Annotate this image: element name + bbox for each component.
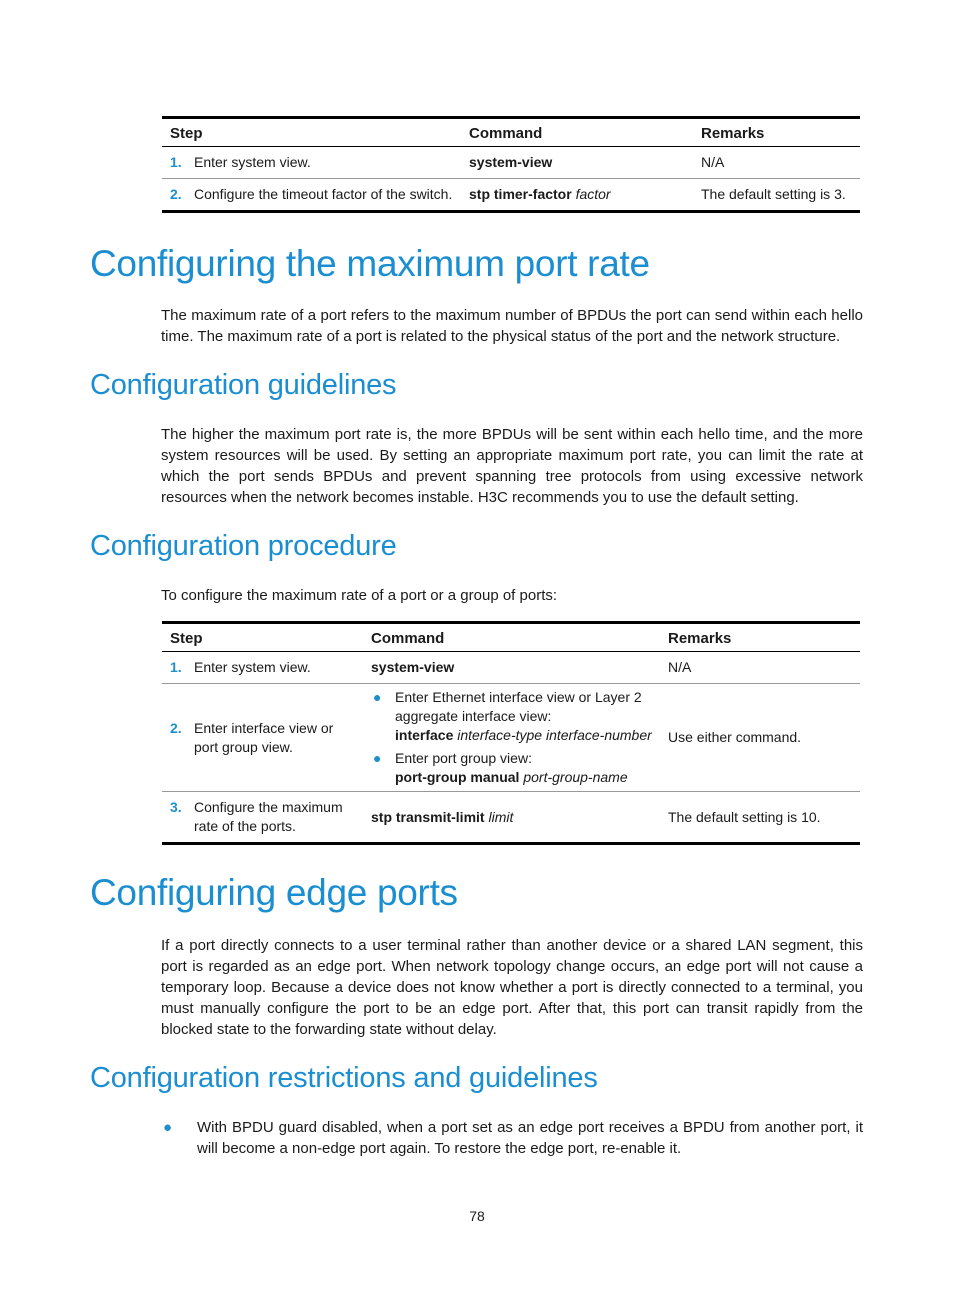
option-text: Enter port group view: <box>395 750 532 766</box>
procedure-intro: To configure the maximum rate of a port or a group of ports: <box>161 587 558 604</box>
table-header-row <box>162 118 860 147</box>
remarks-cell: The default setting is 3. <box>693 179 860 212</box>
command-keyword: system-view <box>469 154 553 170</box>
command-keyword: system-view <box>371 659 455 675</box>
table-header-row <box>162 623 860 652</box>
step-text: Configure the timeout factor of the switch. <box>194 186 453 202</box>
command-argument: port-group-name <box>523 769 628 785</box>
list-item <box>371 688 652 745</box>
step-number: 3. <box>170 799 182 815</box>
step-number: 1. <box>170 154 182 170</box>
step-number: 2. <box>170 186 182 202</box>
remarks-cell: Use either command. <box>660 684 860 792</box>
restriction-text: With BPDU guard disabled, when a port set as an edge port receives a BPDU from another port, it will become a non-edge port again. To restore the edge port, re-enable it. <box>197 1119 863 1157</box>
list-item <box>371 749 652 787</box>
step-text: Enter system view. <box>194 154 311 170</box>
header-remarks: Remarks <box>660 623 860 652</box>
command-keyword: stp transmit-limit <box>371 808 485 825</box>
step-text: Configure the maximum rate of the ports. <box>194 799 343 834</box>
max-port-rate-intro: The maximum rate of a port refers to the maximum number of BPDUs the port can send within each hello time. The maximum rate of a port is related to the physical status of the port and the network structure. <box>161 307 863 345</box>
command-keyword: interface <box>395 727 454 743</box>
section-title-edge-ports: Configuring edge ports <box>90 872 458 913</box>
page-number: 78 <box>469 1208 485 1224</box>
guidelines-text: The higher the maximum port rate is, the more BPDUs will be sent within each hello time, and the more system resources will be used. By setting an appropriate maximum port rate, you can limit the rate at which the port sends BPDUs and prevent spanning tree protocols from using excessive network resources when the network becomes instable. H3C recommends you to use the default setting. <box>161 426 863 506</box>
remarks-cell: N/A <box>693 147 860 179</box>
table-row <box>162 652 860 684</box>
table-row <box>162 147 860 179</box>
command-argument: limit <box>488 808 514 825</box>
command-keyword: stp timer-factor <box>469 186 572 202</box>
step-number: 2. <box>170 719 182 736</box>
command-options-list <box>371 688 652 787</box>
step-text: Enter system view. <box>194 659 311 675</box>
restrictions-list <box>161 1117 863 1159</box>
remarks-cell: The default setting is 10. <box>660 792 860 844</box>
max-port-rate-table <box>162 621 860 845</box>
option-text: Enter Ethernet interface view or Layer 2 aggregate interface view: <box>395 689 642 724</box>
list-item <box>161 1117 863 1159</box>
step-number: 1. <box>170 659 182 675</box>
command-keyword: port-group manual <box>395 769 520 785</box>
table-row <box>162 179 860 212</box>
command-argument: factor <box>575 186 611 202</box>
bullet-icon: ● <box>163 1119 173 1136</box>
bullet-icon: ● <box>373 689 382 705</box>
section-title-max-port-rate: Configuring the maximum port rate <box>90 243 650 284</box>
bullet-icon: ● <box>373 750 382 766</box>
remarks-cell: N/A <box>660 652 860 684</box>
table-row <box>162 792 860 844</box>
header-step: Step <box>162 118 461 147</box>
header-step: Step <box>162 623 363 652</box>
header-remarks: Remarks <box>693 118 860 147</box>
table-row <box>162 684 860 792</box>
subsection-title-procedure: Configuration procedure <box>90 530 397 562</box>
subsection-title-guidelines: Configuration guidelines <box>90 369 397 401</box>
timer-factor-table <box>162 116 860 213</box>
step-text: Enter interface view or port group view. <box>194 719 334 755</box>
header-command: Command <box>461 118 693 147</box>
edge-ports-intro: If a port directly connects to a user terminal rather than another device or a shared LAN segment, this port is regarded as an edge port. When network topology change occurs, an edge port will not cause a temporary loop. Because a device does not know whether a port is directly connected to a terminal, you must manually configure the port to be an edge port. After that, this port can transit rapidly from the blocked state to the forwarding state without delay. <box>161 937 863 1038</box>
subsection-title-restrictions: Configuration restrictions and guidelines <box>90 1062 598 1094</box>
header-command: Command <box>363 623 660 652</box>
command-argument: interface-type interface-number <box>457 727 652 743</box>
